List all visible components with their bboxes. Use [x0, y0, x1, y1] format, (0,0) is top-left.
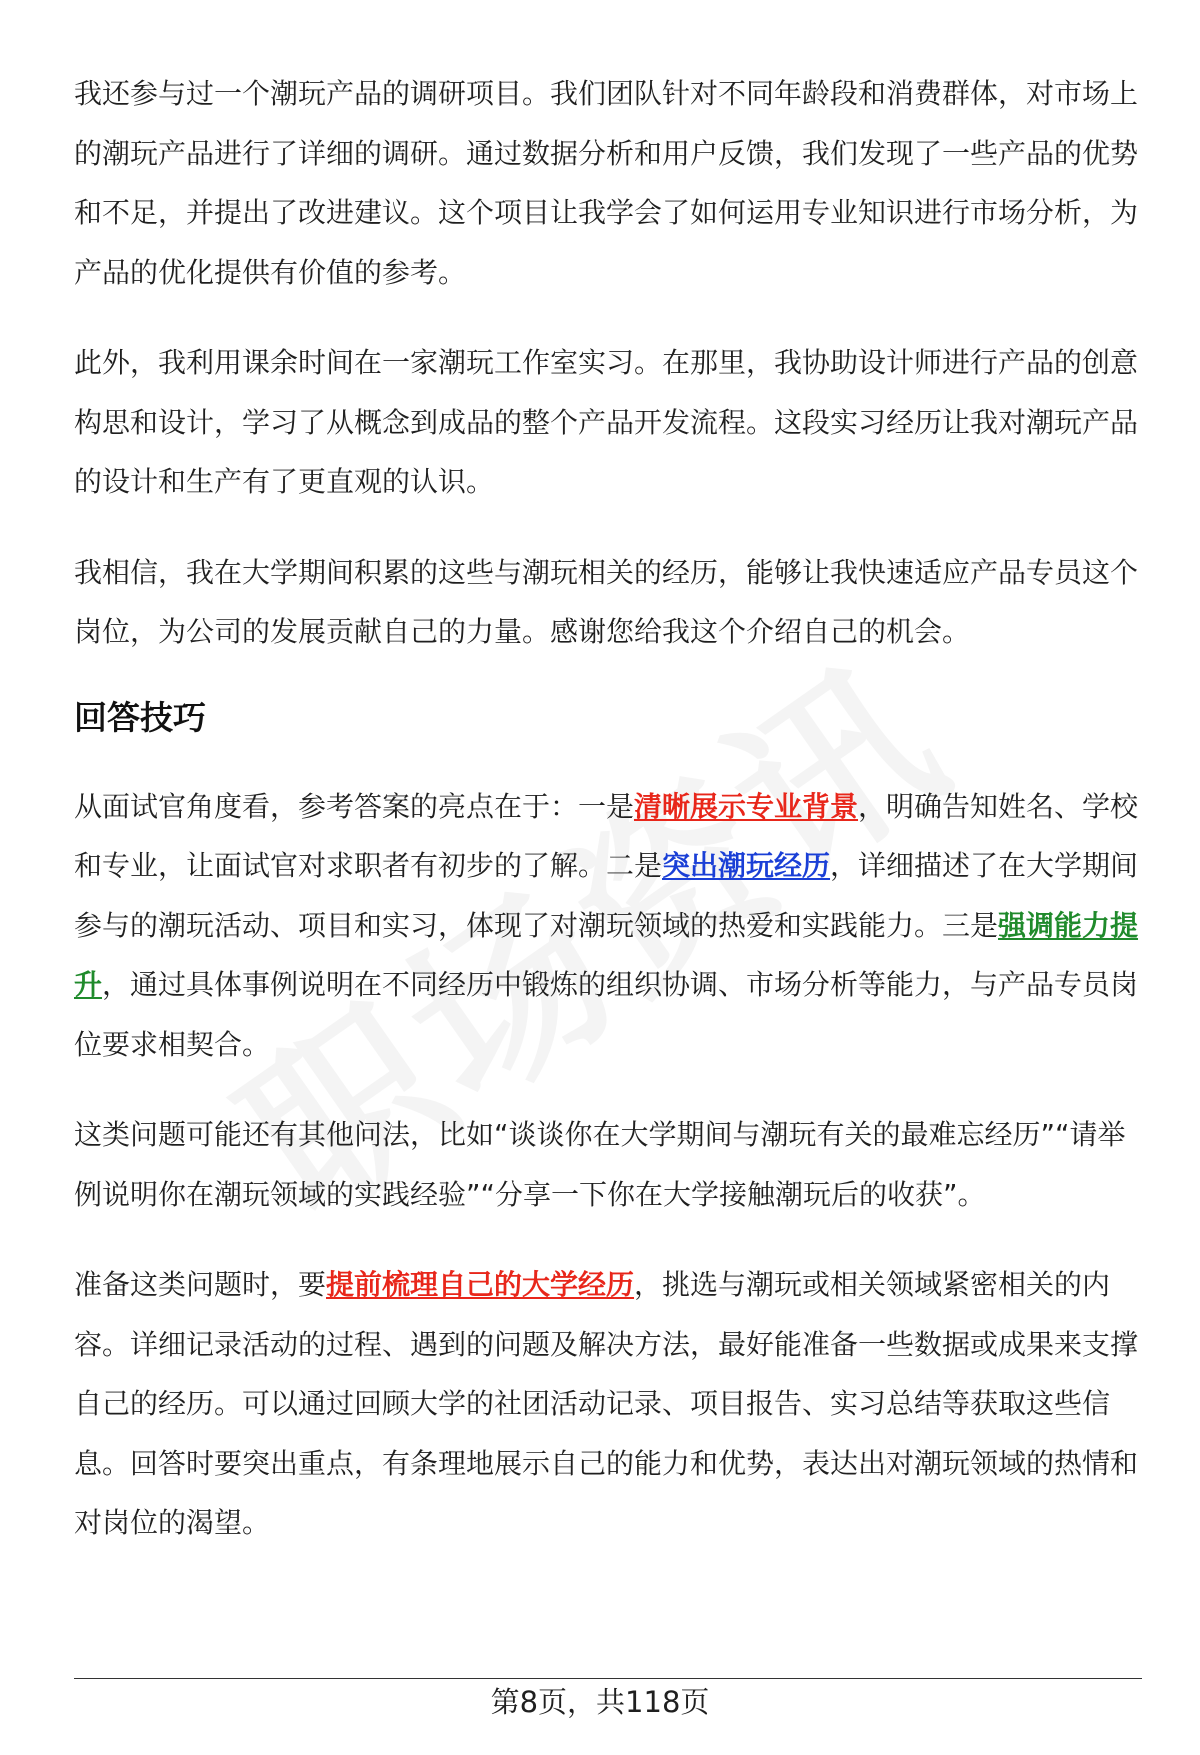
- paragraph-tips: [74, 777, 1142, 1075]
- highlight-trendy-toy-experience: 突出潮玩经历: [662, 849, 831, 882]
- page-number: 第8页，共118页: [490, 1685, 710, 1719]
- highlight-professional-background: 清晰展示专业背景: [634, 789, 859, 823]
- paragraph-internship: 此外，我利用课余时间在一家潮玩工作室实习。在那里，我协助设计师进行产品的创意构思和设计，学习了从概念到成品的整个产品开发流程。这段实习经历让我对潮玩产品的设计和生产有了更直观的认识。: [74, 346, 1139, 498]
- document-body: [74, 64, 1142, 1584]
- paragraph-closing: 我相信，我在大学期间积累的这些与潮玩相关的经历，能够让我快速适应产品专员这个岗位，为公司的发展贡献自己的力量。感谢您给我这个介绍自己的机会。: [74, 555, 1139, 648]
- paragraph-research-project: 我还参与过一个潮玩产品的调研项目。我们团队针对不同年龄段和消费群体，对市场上的潮玩产品进行了详细的调研。通过数据分析和用户反馈，我们发现了一些产品的优势和不足，并提出了改进建议。这个项目让我学会了如何运用专业知识进行市场分析，为产品的优化提供有价值的参考。: [74, 77, 1139, 289]
- highlight-ability-improvement: 强调能力提升: [74, 908, 1139, 1001]
- tips-text-4: ，通过具体事例说明在不同经历中锻炼的组织协调、市场分析等能力，与产品专员岗位要求相契合。: [74, 968, 1139, 1061]
- prep-text-2: ，挑选与潮玩或相关领域紧密相关的内容。详细记录活动的过程、遇到的问题及解决方法，最好能准备一些数据或成果来支撑自己的经历。可以通过回顾大学的社团活动记录、项目报告、实习总结等获取这些信息。回答时要突出重点，有条理地展示自己的能力和优势，表达出对潮玩领域的热情和对岗位的渴望。: [74, 1268, 1139, 1539]
- paragraph-alternative-questions: 这类问题可能还有其他问法，比如“谈谈你在大学期间与潮玩有关的最难忘经历”“请举例说明你在潮玩领域的实践经验”“分享一下你在大学接触潮玩后的收获”。: [74, 1118, 1126, 1211]
- tips-text-3: ，详细描述了在大学期间参与的潮玩活动、项目和实习，体现了对潮玩领域的热爱和实践能力。三是: [74, 849, 1139, 942]
- footer-divider: [74, 1678, 1142, 1679]
- paragraph-preparation: [74, 1255, 1142, 1553]
- tips-text-2: ，明确告知姓名、学校和专业，让面试官对求职者有初步的了解。二是: [74, 789, 1139, 882]
- tips-text-1: 从面试官角度看，参考答案的亮点在于：一是: [74, 789, 635, 823]
- highlight-review-university-experience: 提前梳理自己的大学经历: [326, 1268, 635, 1301]
- prep-text-1: 准备这类问题时，要: [74, 1268, 327, 1301]
- section-title: 回答技巧: [74, 697, 206, 737]
